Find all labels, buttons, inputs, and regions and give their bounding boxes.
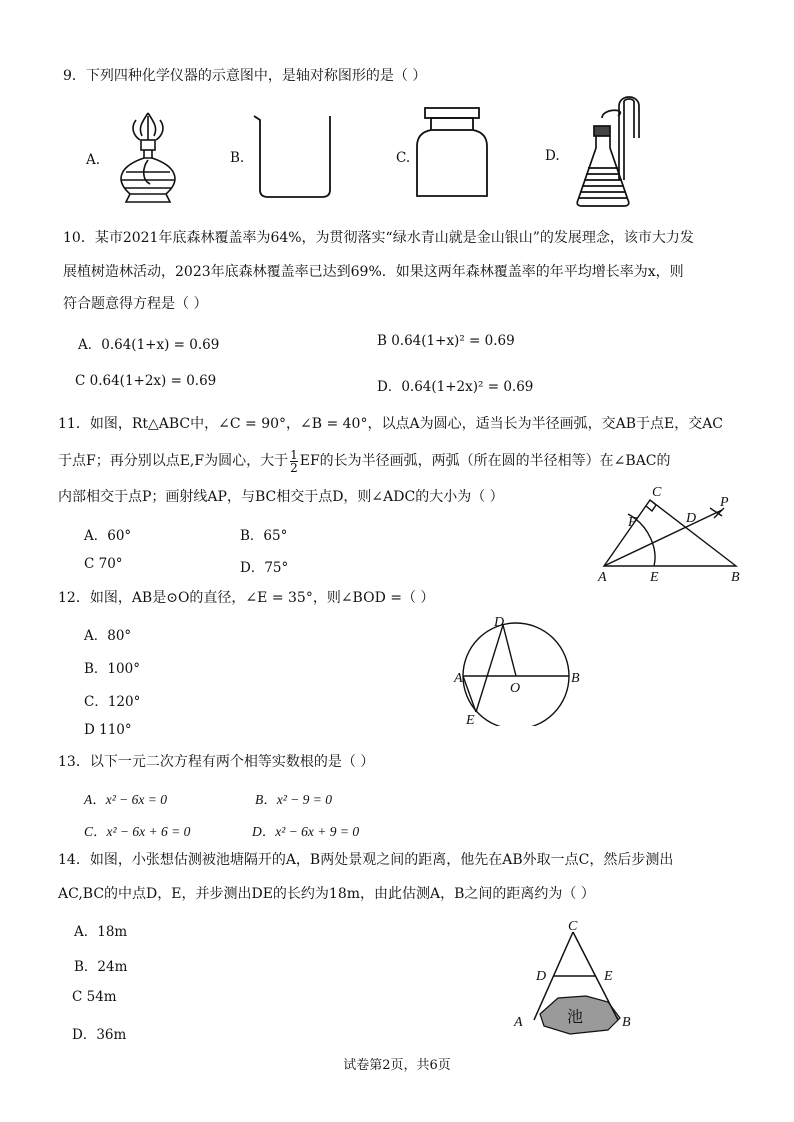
q11-label-d: D	[686, 511, 697, 526]
q9-option-c: C.	[396, 150, 411, 166]
q13-stem: 13．以下一元二次方程有两个相等实数根的是（ ）	[58, 754, 375, 770]
fraction-denominator: 2	[290, 460, 298, 475]
q11-option-c: C 70°	[84, 556, 123, 572]
q9-option-d: D.	[545, 148, 560, 164]
q10-option-d: D．0.64(1+2x)² = 0.69	[377, 379, 534, 395]
q12-label-b: B	[571, 671, 580, 686]
beaker-icon	[250, 110, 342, 200]
q11-label-f: F	[628, 515, 637, 530]
q11-line3: 内部相交于点P；画射线AP，与BC相交于点D，则∠ADC的大小为（ ）	[58, 489, 504, 505]
one-half-fraction	[290, 449, 298, 474]
q9-stem: 9．下列四种化学仪器的示意图中，是轴对称图形的是（ ）	[63, 68, 427, 84]
q13-option-a: A．x² − 6x = 0	[84, 792, 167, 807]
q11-line1: 11．如图，Rt△ABC中，∠C = 90°，∠B = 40°，以点A为圆心，适当长为半径画弧，交AB于点E，交AC	[58, 416, 724, 432]
q14-option-b: B．24m	[74, 959, 128, 975]
q12-label-o: O	[510, 681, 521, 696]
q14-option-a: A．18m	[74, 924, 128, 940]
q12-option-b: B．100°	[84, 661, 140, 677]
q12-label-a: A	[454, 671, 463, 686]
q10-line1: 10．某市2021年底森林覆盖率为64%，为贯彻落实“绿水青山就是金山银山”的发展理念，该市大力发	[63, 230, 694, 246]
q11-label-p: P	[720, 495, 729, 510]
q11-label-c: C	[652, 485, 662, 500]
q10-line3: 符合题意得方程是（ ）	[63, 296, 208, 312]
q14-label-a: A	[514, 1015, 523, 1030]
q11-option-a: A．60°	[84, 528, 132, 544]
alcohol-lamp-icon	[108, 108, 188, 206]
q10-line2: 展植树造林活动，2023年底森林覆盖率已达到69%．如果这两年森林覆盖率的年平均增长率为x，则	[63, 264, 684, 280]
q12-option-a: A．80°	[84, 628, 132, 644]
q10-option-b: B 0.64(1+x)² = 0.69	[377, 333, 515, 349]
reagent-bottle-icon	[413, 104, 493, 202]
q11-option-b: B．65°	[240, 528, 288, 544]
q12-circle-figure	[450, 614, 590, 726]
q10-option-c: C 0.64(1+2x) = 0.69	[75, 373, 217, 389]
q14-label-d: D	[536, 969, 547, 984]
q11-triangle-figure	[590, 480, 750, 586]
q14-line1: 14．如图，小张想估测被池塘隔开的A，B两处景观之间的距离，他先在AB外取一点C，然后步测出	[58, 852, 674, 868]
q14-option-d: D．36m	[72, 1027, 127, 1043]
q12-option-c: C．120°	[84, 694, 141, 710]
q12-option-d: D 110°	[84, 722, 132, 738]
q12-label-e: E	[466, 713, 475, 726]
page-footer: 试卷第2页，共6页	[343, 1058, 451, 1073]
q10-option-a: A．0.64(1+x) = 0.69	[78, 337, 220, 353]
q11-line2-end: EF的长为半径画弧，两弧（所在圆的半径相等）在∠BAC的	[299, 453, 671, 469]
q11-option-d: D．75°	[240, 560, 289, 576]
conical-flask-icon	[572, 96, 648, 210]
q14-label-e: E	[604, 969, 613, 984]
pond-label: 池	[567, 1009, 584, 1026]
q14-label-b: B	[622, 1015, 631, 1030]
q11-line2	[58, 444, 671, 478]
q14-option-c: C 54m	[72, 989, 117, 1005]
q9-option-a: A.	[86, 152, 101, 168]
q12-label-d: D	[494, 615, 505, 630]
q13-option-c: C．x² − 6x + 6 = 0	[84, 824, 191, 839]
q11-line2-start: 于点F；再分别以点E,F为圆心，大于	[58, 453, 289, 469]
q11-label-a: A	[598, 570, 607, 585]
fraction-numerator: 1	[290, 447, 298, 462]
q11-label-b: B	[731, 570, 740, 585]
q12-stem: 12．如图，AB是⊙O的直径，∠E = 35°，则∠BOD =（ ）	[58, 590, 435, 606]
q13-option-d: D．x² − 6x + 9 = 0	[252, 824, 360, 839]
q9-option-b: B.	[230, 150, 245, 166]
q11-label-e: E	[650, 570, 659, 585]
q14-line2: AC,BC的中点D，E，并步测出DE的长约为18m，由此估测A，B之间的距离约为（ ）	[58, 886, 595, 902]
q14-pond-figure	[510, 918, 640, 1038]
q14-label-c: C	[568, 919, 578, 934]
q13-option-b: B．x² − 9 = 0	[255, 792, 333, 807]
